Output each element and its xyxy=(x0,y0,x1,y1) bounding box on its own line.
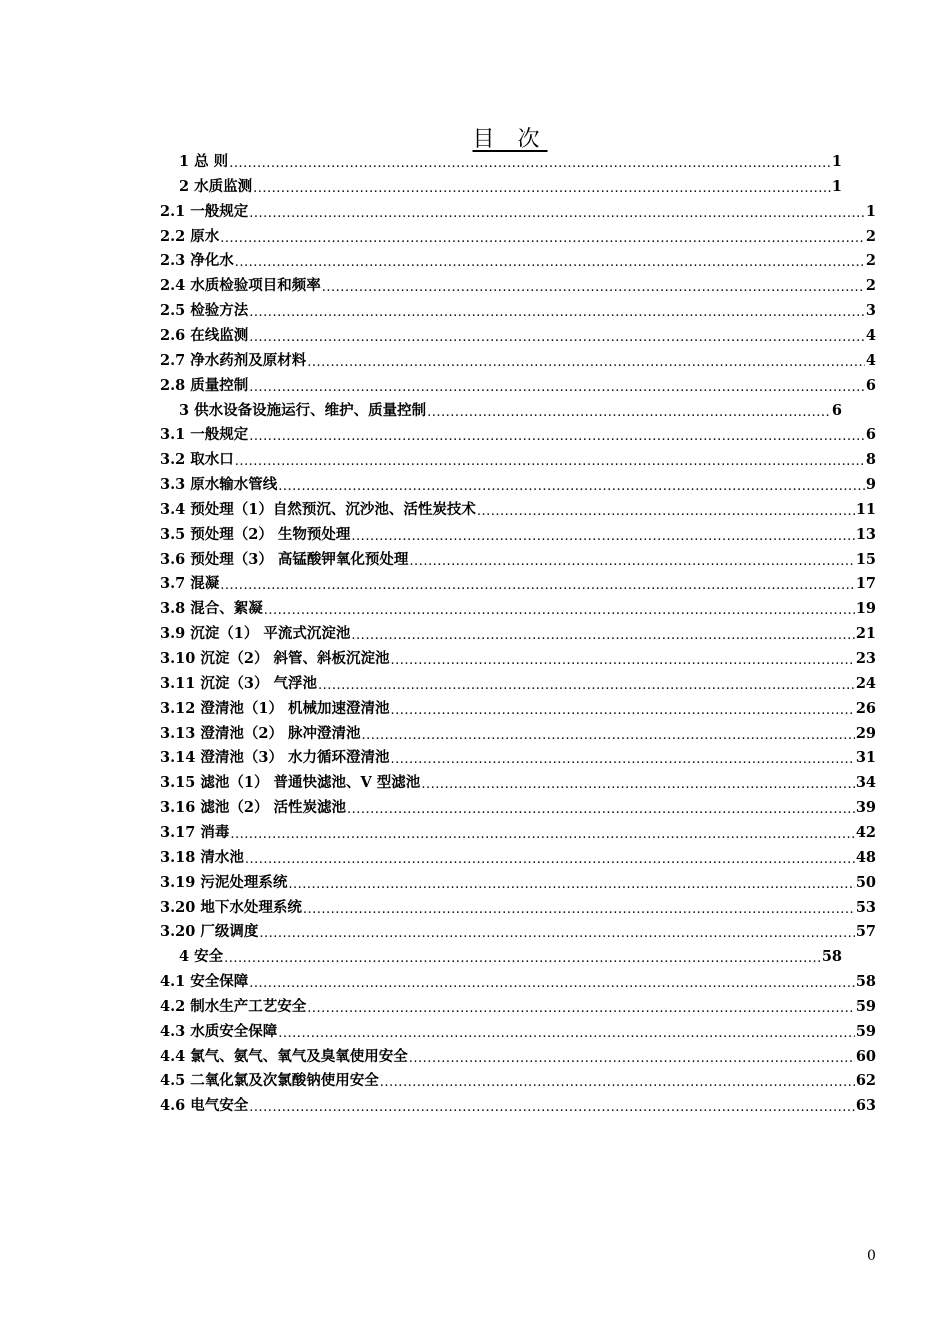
toc-entry[interactable] xyxy=(160,622,876,646)
toc-entry-page: 19 xyxy=(855,600,876,618)
toc-entry-page: 2 xyxy=(865,252,876,270)
toc-entry-page: 4 xyxy=(865,326,876,344)
toc-leader-dots xyxy=(347,796,855,820)
toc-entry-label: 2.5 检验方法 xyxy=(160,302,249,320)
toc-entry-label: 3.14 澄清池（3） 水力循环澄清池 xyxy=(160,749,390,767)
toc-entry-label: 4.5 二氧化氯及次氯酸钠使用安全 xyxy=(160,1072,379,1090)
toc-entry-label: 3.7 混凝 xyxy=(160,575,220,593)
toc-entry[interactable] xyxy=(160,672,876,696)
toc-entry-page: 4 xyxy=(865,351,876,369)
toc-entry[interactable] xyxy=(160,871,876,895)
toc-leader-dots xyxy=(249,324,865,348)
toc-entry-label: 4.2 制水生产工艺安全 xyxy=(160,997,307,1015)
toc-leader-dots xyxy=(224,945,821,969)
toc-leader-dots xyxy=(220,572,855,596)
toc-leader-dots xyxy=(235,249,865,273)
toc-entry[interactable] xyxy=(160,274,876,298)
toc-entry[interactable] xyxy=(160,498,876,522)
toc-entry-page: 8 xyxy=(865,451,876,469)
toc-entry[interactable] xyxy=(160,970,876,994)
toc-entry[interactable] xyxy=(160,1069,876,1093)
toc-entry-label: 2.4 水质检验项目和频率 xyxy=(160,277,321,295)
toc-leader-dots xyxy=(322,274,865,298)
toc-entry-label: 3.17 消毒 xyxy=(160,823,230,841)
toc-entry-page: 31 xyxy=(855,749,876,767)
toc-entry-page: 1 xyxy=(831,153,842,170)
toc-entry-label: 3.3 原水输水管线 xyxy=(160,476,278,494)
toc-entry-page: 48 xyxy=(855,848,876,866)
toc-entry-label: 3.8 混合、絮凝 xyxy=(160,600,263,618)
toc-leader-dots xyxy=(288,871,854,895)
toc-entry[interactable] xyxy=(160,746,876,770)
toc-entry-page: 42 xyxy=(855,823,876,841)
toc-leader-dots xyxy=(249,423,865,447)
toc-entry-page: 50 xyxy=(855,873,876,891)
toc-leader-dots xyxy=(409,1045,855,1069)
toc-entry-page: 6 xyxy=(831,401,842,419)
toc-leader-dots xyxy=(253,175,831,199)
toc-entry[interactable] xyxy=(179,399,842,423)
toc-entry[interactable] xyxy=(160,200,876,224)
toc-leader-dots xyxy=(307,995,855,1019)
toc-entry-page: 23 xyxy=(855,650,876,667)
toc-entry-label: 2.7 净水药剂及原材料 xyxy=(160,351,307,369)
toc-entry[interactable] xyxy=(160,523,876,547)
toc-leader-dots xyxy=(229,150,831,174)
toc-entry-label: 4 安全 xyxy=(179,948,224,966)
toc-leader-dots xyxy=(409,548,854,572)
toc-entry-label: 3.6 预处理（3） 高锰酸钾氧化预处理 xyxy=(160,550,409,568)
toc-leader-dots xyxy=(421,771,855,795)
toc-title: 目 次 xyxy=(472,127,548,152)
toc-leader-dots xyxy=(391,647,855,671)
toc-entry-label: 3.15 滤池（1） 普通快滤池、V 型滤池 xyxy=(160,774,421,792)
toc-entry-label: 3.19 污泥处理系统 xyxy=(160,873,288,891)
toc-leader-dots xyxy=(278,1020,855,1044)
toc-entry-label: 3.20 厂级调度 xyxy=(160,923,259,941)
toc-entry[interactable] xyxy=(160,647,876,671)
toc-entry-label: 1 总 则 xyxy=(179,153,229,170)
toc-entry[interactable] xyxy=(160,572,876,596)
toc-entry[interactable] xyxy=(160,548,876,572)
toc-entry-page: 62 xyxy=(855,1072,876,1090)
toc-entry-label: 3 供水设备设施运行、维护、质量控制 xyxy=(179,401,427,419)
toc-entry-page: 59 xyxy=(855,997,876,1015)
toc-entry-page: 24 xyxy=(855,674,876,692)
toc-entry[interactable] xyxy=(160,448,876,472)
toc-entry-label: 3.5 预处理（2） 生物预处理 xyxy=(160,525,351,543)
toc-entry[interactable] xyxy=(160,896,876,920)
toc-entry-label: 3.4 预处理（1）自然预沉、沉沙池、活性炭技术 xyxy=(160,500,476,518)
toc-leader-dots xyxy=(303,896,855,920)
toc-entry-label: 2.6 在线监测 xyxy=(160,326,249,344)
toc-entry[interactable] xyxy=(179,945,842,969)
toc-leader-dots xyxy=(249,374,865,398)
toc-entry-label: 4.6 电气安全 xyxy=(160,1097,249,1115)
toc-entry-page: 6 xyxy=(865,426,876,444)
toc-entry[interactable] xyxy=(160,697,876,721)
toc-entry[interactable] xyxy=(160,722,876,746)
toc-entry-page: 9 xyxy=(865,476,876,494)
toc-leader-dots xyxy=(230,821,854,845)
toc-entry[interactable] xyxy=(160,349,876,373)
toc-entry[interactable] xyxy=(179,175,842,199)
toc-entry[interactable] xyxy=(160,1045,876,1069)
toc-leader-dots xyxy=(235,448,865,472)
toc-leader-dots xyxy=(278,473,865,497)
toc-entry-label: 3.2 取水口 xyxy=(160,451,234,469)
toc-entry-page: 2 xyxy=(865,277,876,295)
toc-leader-dots xyxy=(249,1094,855,1118)
toc-entry[interactable] xyxy=(160,299,876,323)
toc-entry-label: 4.1 安全保障 xyxy=(160,973,249,991)
toc-entry[interactable] xyxy=(160,1020,876,1044)
page-number: 0 xyxy=(867,1248,876,1264)
toc-entry-page: 34 xyxy=(855,774,876,792)
toc-leader-dots xyxy=(351,622,854,646)
toc-entry-page: 59 xyxy=(855,1022,876,1040)
toc-entry-label: 2.2 原水 xyxy=(160,227,220,245)
toc-entry-label: 3.13 澄清池（2） 脉冲澄清池 xyxy=(160,724,361,742)
toc-entry-page: 2 xyxy=(865,227,876,245)
toc-entry[interactable] xyxy=(160,249,876,273)
toc-entry[interactable] xyxy=(160,796,876,820)
toc-entry-page: 3 xyxy=(865,302,876,320)
toc-leader-dots xyxy=(245,846,855,870)
toc-entry-label: 3.9 沉淀（1） 平流式沉淀池 xyxy=(160,625,351,643)
toc-entry-page: 39 xyxy=(855,799,876,817)
toc-entry-label: 3.1 一般规定 xyxy=(160,426,249,444)
toc-leader-dots xyxy=(307,349,865,373)
toc-entry-page: 11 xyxy=(855,500,876,518)
toc-leader-dots xyxy=(427,399,831,423)
toc-entry[interactable] xyxy=(160,423,876,447)
toc-leader-dots xyxy=(391,746,855,770)
toc-entry-page: 57 xyxy=(855,923,876,941)
toc-entry-page: 17 xyxy=(855,575,876,593)
toc-entry-label: 2.1 一般规定 xyxy=(160,202,249,220)
toc-entry-label: 3.20 地下水处理系统 xyxy=(160,898,302,916)
toc-entry-page: 21 xyxy=(855,625,876,643)
toc-entry-label: 3.11 沉淀（3） 气浮池 xyxy=(160,674,318,692)
toc-entry-page: 26 xyxy=(855,699,876,717)
toc-entry-label: 2.8 质量控制 xyxy=(160,376,249,394)
toc-entry[interactable] xyxy=(179,150,842,174)
toc-entry[interactable] xyxy=(160,374,876,398)
toc-entry-page: 58 xyxy=(855,973,876,991)
toc-entry-page: 29 xyxy=(855,724,876,742)
toc-leader-dots xyxy=(220,225,865,249)
toc-entry-label: 2 水质监测 xyxy=(179,177,253,195)
toc-entry-label: 3.18 清水池 xyxy=(160,848,244,866)
toc-entry[interactable] xyxy=(160,771,876,795)
toc-entry-page: 60 xyxy=(855,1047,876,1065)
toc-leader-dots xyxy=(362,722,855,746)
toc-leader-dots xyxy=(318,672,855,696)
toc-entry-page: 13 xyxy=(855,525,876,543)
toc-leader-dots xyxy=(391,697,855,721)
toc-entry[interactable] xyxy=(160,324,876,348)
toc-leader-dots xyxy=(264,597,855,621)
toc-leader-dots xyxy=(249,299,865,323)
toc-entry-label: 4.4 氯气、氨气、氧气及臭氧使用安全 xyxy=(160,1047,408,1065)
toc-entry-label: 4.3 水质安全保障 xyxy=(160,1022,278,1040)
toc-entry[interactable] xyxy=(160,821,876,845)
toc-leader-dots xyxy=(351,523,854,547)
toc-leader-dots xyxy=(477,498,855,522)
toc-entry[interactable] xyxy=(160,225,876,249)
toc-entry-page: 53 xyxy=(855,898,876,916)
toc-entry-label: 2.3 净化水 xyxy=(160,252,234,270)
toc-entry-page: 63 xyxy=(855,1097,876,1115)
toc-entry-page: 58 xyxy=(821,948,842,966)
toc-entry-page: 15 xyxy=(855,550,876,568)
toc-entry-label: 3.16 滤池（2） 活性炭滤池 xyxy=(160,799,346,817)
toc-leader-dots xyxy=(259,920,854,944)
toc-entry-page: 1 xyxy=(865,202,876,220)
toc-entry[interactable] xyxy=(160,597,876,621)
toc-entry[interactable] xyxy=(160,920,876,944)
toc-entry[interactable] xyxy=(160,995,876,1019)
toc-leader-dots xyxy=(249,200,865,224)
toc-entry[interactable] xyxy=(160,473,876,497)
toc-entry[interactable] xyxy=(160,846,876,870)
toc-entry-page: 6 xyxy=(865,376,876,394)
toc-entry-page: 1 xyxy=(831,177,842,195)
toc-leader-dots xyxy=(249,970,855,994)
toc-entry-label: 3.10 沉淀（2） 斜管、斜板沉淀池 xyxy=(160,650,390,667)
toc-entry-label: 3.12 澄清池（1） 机械加速澄清池 xyxy=(160,699,390,717)
toc-leader-dots xyxy=(380,1069,855,1093)
toc-entry[interactable] xyxy=(160,1094,876,1118)
